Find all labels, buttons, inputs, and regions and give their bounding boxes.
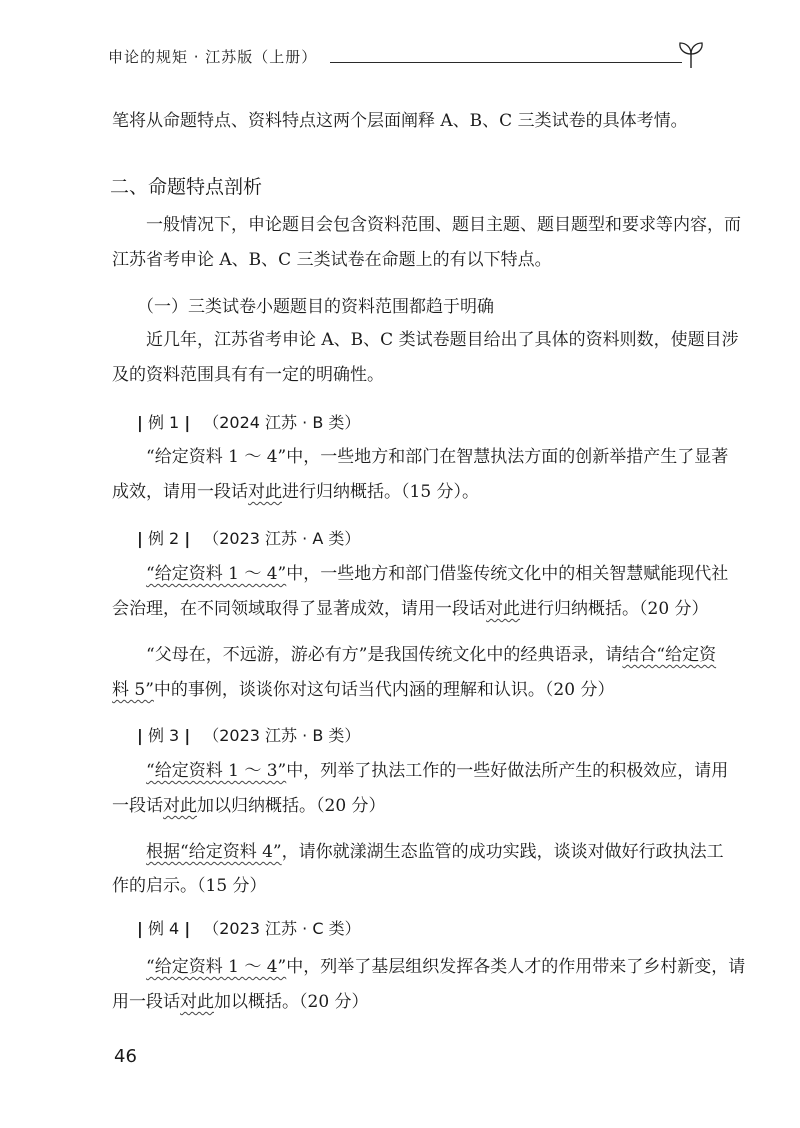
- wavy-underline-text: 料 5”: [112, 680, 154, 700]
- example-2-heading: [137, 526, 360, 549]
- example-label: 例 2: [147, 529, 180, 548]
- subsection-title: （一）三类试卷小题题目的资料范围都趋于明确: [137, 297, 494, 317]
- example-4-para-1-line-1: “给定资料 1 ～ 4”中，列举了基层组织发挥各类人才的作用带来了乡村新变，请: [146, 957, 746, 977]
- wavy-underline-text: 结合“给定资: [622, 645, 717, 665]
- example-3-para-2-line-2: 作的启示。（15 分）: [112, 876, 267, 896]
- example-tag: （2023 江苏 · C 类）: [203, 919, 361, 938]
- intro-line: 笔将从命题特点、资料特点这两个层面阐释 A、B、C 三类试卷的具体考情。: [112, 111, 688, 131]
- example-bar-left: |: [137, 529, 143, 548]
- example-bar-left: |: [137, 919, 143, 938]
- section-para-line-2: 江苏省考申论 A、B、C 三类试卷在命题上的有以下特点。: [112, 250, 552, 270]
- example-3-para-1-line-2: 一段话对此加以归纳概括。（20 分）: [112, 796, 386, 816]
- example-3-para-1-line-1: “给定资料 1 ～ 3”中，列举了执法工作的一些好做法所产生的积极效应，请用: [146, 761, 729, 781]
- page-number: 46: [114, 1046, 137, 1067]
- example-1-para-1-line-1: “给定资料 1 ～ 4”中，一些地方和部门在智慧执法方面的创新举措产生了显著: [146, 447, 729, 467]
- example-2-para-1-line-2: 会治理，在不同领域取得了显著成效，请用一段话对此进行归纳概括。（20 分）: [112, 599, 709, 619]
- example-2-para-2-line-1: “父母在，不远游，游必有方”是我国传统文化中的经典语录，请结合“给定资: [146, 645, 717, 665]
- wavy-underline-text: 对此: [180, 992, 214, 1012]
- example-tag: （2024 江苏 · B 类）: [203, 413, 361, 432]
- book-title: 申论的规矩 · 江苏版（上册）: [108, 48, 318, 66]
- example-2-para-1-line-1: “给定资料 1 ～ 4”中，一些地方和部门借鉴传统文化中的相关智慧赋能现代社: [146, 564, 729, 584]
- example-bar-right: |: [184, 529, 191, 548]
- example-3-para-2-line-1: 根据“给定资料 4”，请你就漾湖生态监管的成功实践，谈谈对做好行政执法工: [146, 842, 724, 862]
- example-1-heading: [137, 410, 360, 433]
- section-title: 二、命题特点剖析: [110, 176, 263, 198]
- example-label: 例 3: [147, 726, 180, 745]
- wavy-underline-text: 对此: [248, 482, 282, 502]
- example-2-para-2-line-2: 料 5”中的事例，谈谈你对这句话当代内涵的理解和认识。（20 分）: [112, 680, 615, 700]
- example-1-para-1-line-2: 成效，请用一段话对此进行归纳概括。（15 分）。: [112, 482, 480, 502]
- example-bar-right: |: [184, 919, 191, 938]
- example-tag: （2023 江苏 · B 类）: [203, 726, 361, 745]
- header-rule: [330, 62, 682, 63]
- wavy-underline-text: 对此: [163, 796, 197, 816]
- example-4-heading: [137, 916, 361, 939]
- section-para-line-1: 一般情况下，申论题目会包含资料范围、题目主题、题目题型和要求等内容，而: [146, 215, 741, 235]
- wavy-underline-text: 对此: [486, 599, 520, 619]
- example-tag: （2023 江苏 · A 类）: [203, 529, 361, 548]
- wavy-underline-text: “给定资料 1 ～ 4”: [146, 564, 287, 584]
- example-4-para-1-line-2: 用一段话对此加以概括。（20 分）: [112, 992, 369, 1012]
- example-bar-right: |: [184, 413, 191, 432]
- subsection-para-line-1: 近几年，江苏省考申论 A、B、C 类试卷题目给出了具体的资料则数，使题目涉: [146, 330, 739, 350]
- wavy-underline-text: “给定资料 1 ～ 3”: [146, 761, 287, 781]
- subsection-para-line-2: 及的资料范围具有有一定的明确性。: [112, 365, 384, 385]
- example-bar-left: |: [137, 726, 143, 745]
- example-label: 例 4: [147, 919, 180, 938]
- example-bar-right: |: [184, 726, 191, 745]
- example-bar-left: |: [137, 413, 143, 432]
- wavy-underline-text: “给定资料 1 ～ 4”: [146, 957, 287, 977]
- quoted-reference: “给定资料 1 ～ 4”: [146, 447, 287, 467]
- running-header: [108, 36, 708, 76]
- example-label: 例 1: [147, 413, 180, 432]
- example-3-heading: [137, 723, 360, 746]
- wavy-underline-text: 根据“给定资料 4”: [146, 842, 282, 862]
- sprout-icon: [674, 38, 708, 72]
